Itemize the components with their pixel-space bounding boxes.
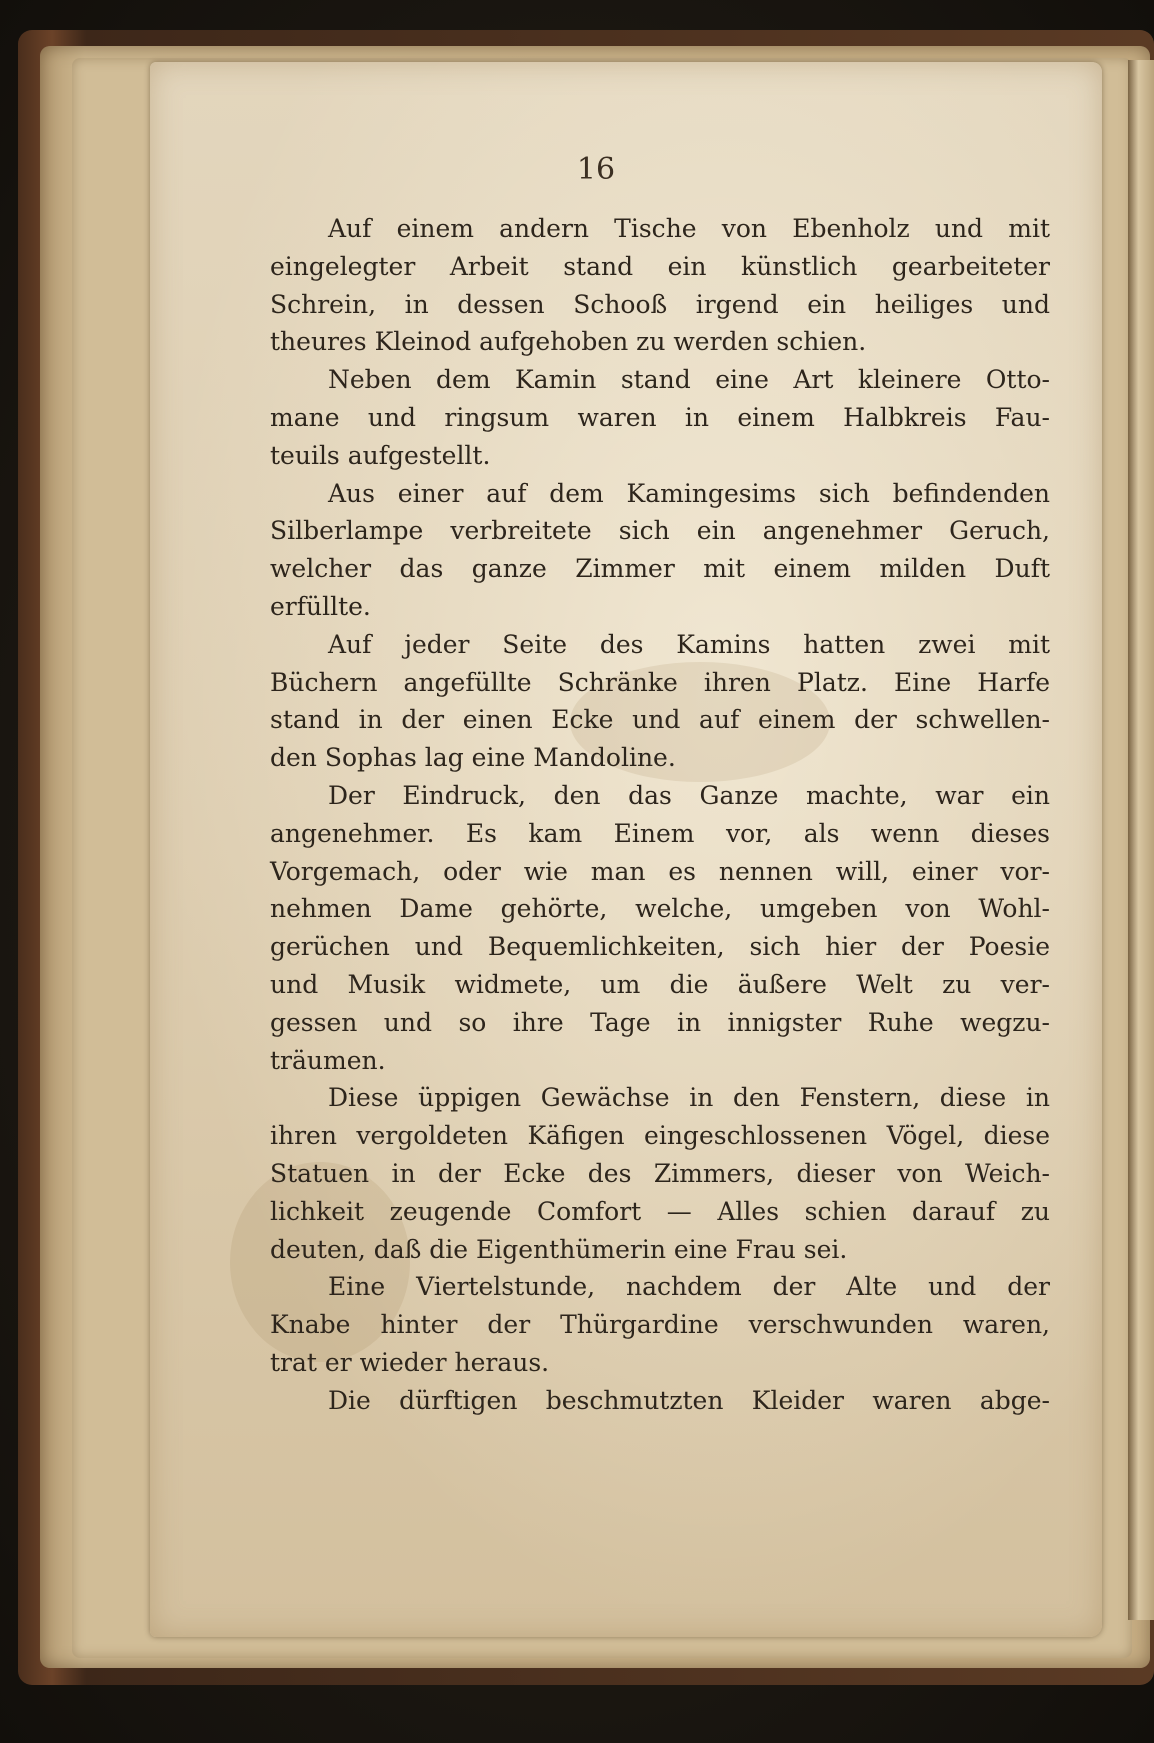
text-line: Neben dem Kamin stand eine Art kleinere Otto- [328, 365, 1050, 395]
text-line: deuten, daß die Eigenthümerin eine Frau sei. [270, 1234, 848, 1264]
text-line: Auf einem andern Tische von Ebenholz und mit [328, 214, 1050, 243]
text-line: Statuen in der Ecke des Zimmers, dieser von Weich- [270, 1158, 1050, 1188]
text-line: stand in der einen Ecke und auf einem der schwellen- [270, 705, 1050, 735]
text-line: und Musik widmete, um die äußere Welt zu ver- [270, 969, 1050, 999]
text-line: Vorgemach, oder wie man es nennen will, einer vor- [270, 856, 1050, 886]
text-line: trat er wieder heraus. [270, 1347, 550, 1377]
page-number: 16 [576, 152, 616, 187]
text-line: eingelegter Arbeit stand ein künstlich gearbeiteter [270, 251, 1050, 281]
text-line: angenehmer. Es kam Einem vor, als wenn dieses [270, 818, 1050, 848]
text-line: welcher das ganze Zimmer mit einem milden Duft [270, 554, 1050, 584]
text-line: Aus einer auf dem Kamingesims sich befindenden [328, 478, 1050, 508]
text-line: Silberlampe verbreitete sich ein angenehmer Geruch, [270, 516, 1050, 546]
text-line: Schrein, in dessen Schooß irgend ein heiliges und [270, 289, 1050, 319]
text-line: erfüllte. [270, 591, 371, 621]
text-line: Knabe hinter der Thürgardine verschwunden waren, [270, 1310, 1050, 1340]
text-line: träumen. [270, 1045, 386, 1075]
text-line: theures Kleinod aufgehoben zu werden schien. [270, 327, 867, 357]
text-line: ihren vergoldeten Käfigen eingeschlossenen Vögel, diese [270, 1121, 1050, 1151]
facing-page-edge [1128, 60, 1154, 1620]
text-line: gessen und so ihre Tage in innigster Ruhe wegzu- [270, 1007, 1050, 1037]
text-line: Auf jeder Seite des Kamins hatten zwei mit [328, 629, 1050, 659]
text-line: nehmen Dame gehörte, welche, umgeben von Wohl- [270, 894, 1050, 924]
text-line: Eine Viertelstunde, nachdem der Alte und der [328, 1272, 1050, 1302]
text-line: Büchern angefüllte Schränke ihren Platz. Eine Harfe [270, 667, 1050, 697]
text-line: gerüchen und Bequemlichkeiten, sich hier der Poesie [270, 932, 1050, 962]
text-line: Diese üppigen Gewächse in den Fenstern, diese in [328, 1083, 1050, 1113]
book-page [150, 62, 1102, 1637]
text-line: Die dürftigen beschmutzten Kleider waren abge- [328, 1385, 1050, 1415]
text-line: den Sophas lag eine Mandoline. [270, 743, 676, 773]
text-line: mane und ringsum waren in einem Halbkreis Fau- [270, 402, 1050, 432]
text-line: teuils aufgestellt. [270, 440, 491, 470]
text-line: Der Eindruck, den das Ganze machte, war ein [328, 780, 1050, 810]
text-line: lichkeit zeugende Comfort — Alles schien darauf zu [270, 1196, 1050, 1226]
page-text [270, 210, 1050, 1420]
